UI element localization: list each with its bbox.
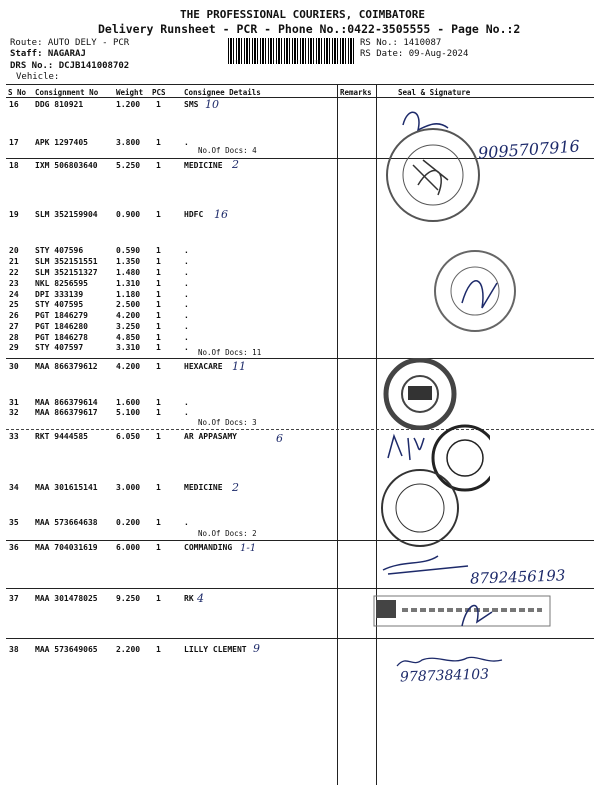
row-pcs: 1 (156, 362, 161, 371)
handwritten-count: 6 (276, 432, 283, 445)
row-details: MEDICINE (184, 161, 223, 170)
row-details: . (184, 333, 189, 342)
handwritten-count: 2 (232, 481, 239, 494)
rs-number: RS No.: 1410087 (360, 38, 442, 48)
row-cons: STY 407597 (35, 343, 84, 352)
row-weight: 0.200 (116, 518, 141, 527)
row-weight: 0.590 (116, 246, 141, 255)
row-weight: 5.250 (116, 161, 141, 170)
row-cons: MAA 573664638 (35, 518, 98, 527)
row-weight: 3.000 (116, 483, 141, 492)
row-cons: MAA 301478025 (35, 594, 98, 603)
row-cons: SLM 352151551 (35, 257, 98, 266)
row-weight: 1.180 (116, 290, 141, 299)
row-details: RK (184, 594, 194, 603)
row-details: . (184, 257, 189, 266)
row-weight: 9.250 (116, 594, 141, 603)
row-sno: 35 (9, 518, 19, 527)
signature-divider (376, 85, 377, 785)
row-details: . (184, 279, 189, 288)
row-weight: 1.350 (116, 257, 141, 266)
col-sno: S No (8, 88, 27, 97)
row-details: . (184, 311, 189, 320)
row-pcs: 1 (156, 343, 161, 352)
barcode (228, 38, 354, 64)
row-pcs: 1 (156, 100, 161, 109)
handwritten-count: 2 (232, 158, 239, 171)
row-details: SMS (184, 100, 199, 109)
row-sno: 34 (9, 483, 19, 492)
row-details: . (184, 322, 189, 331)
row-sno: 23 (9, 279, 19, 288)
row-cons: MAA 866379614 (35, 398, 98, 407)
row-weight: 3.250 (116, 322, 141, 331)
row-sno: 31 (9, 398, 19, 407)
row-sno: 28 (9, 333, 19, 342)
rk-electricals-stamp (372, 592, 552, 634)
doc-count: No.Of Docs: 3 (198, 418, 257, 427)
row-cons: NKL 8256595 (35, 279, 88, 288)
route-label: Route: AUTO DELY - PCR (10, 38, 130, 48)
row-weight: 1.200 (116, 100, 141, 109)
row-cons: DPI 333139 (35, 290, 84, 299)
row-pcs: 1 (156, 543, 161, 552)
row-cons: MAA 704031619 (35, 543, 98, 552)
separator (6, 638, 594, 639)
row-sno: 21 (9, 257, 19, 266)
row-details: MEDICINE (184, 483, 223, 492)
row-details: HDFC (184, 210, 204, 219)
row-pcs: 1 (156, 279, 161, 288)
row-pcs: 1 (156, 246, 161, 255)
table-header-border (6, 97, 594, 98)
row-details: COMMANDING (184, 543, 233, 552)
row-details: . (184, 518, 189, 527)
staff-label: Staff: NAGARAJ (10, 49, 86, 59)
handwritten-phone: 8792456193 (469, 566, 566, 588)
row-details: . (184, 343, 189, 352)
row-weight: 6.050 (116, 432, 141, 441)
lilly-clement-signature (392, 652, 512, 672)
row-details: . (184, 290, 189, 299)
row-sno: 33 (9, 432, 19, 441)
row-details: . (184, 408, 189, 417)
col-consignee: Consignee Details (184, 88, 261, 97)
vehicle-label: Vehicle: (16, 72, 60, 82)
row-sno: 36 (9, 543, 19, 552)
separator (6, 429, 594, 430)
row-cons: SLM 352151327 (35, 268, 98, 277)
coimbatore-seal-signature (378, 100, 488, 230)
row-sno: 37 (9, 594, 19, 603)
handwritten-phone: 9095707916 (477, 136, 581, 163)
row-sno: 27 (9, 322, 19, 331)
row-weight: 4.850 (116, 333, 141, 342)
row-sno: 25 (9, 300, 19, 309)
row-cons: STY 407595 (35, 300, 84, 309)
handwritten-count: 1-1 (240, 543, 257, 554)
col-weight: Weight (116, 88, 144, 97)
row-cons: SLM 352159904 (35, 210, 98, 219)
row-cons: MAA 866379612 (35, 362, 98, 371)
row-pcs: 1 (156, 322, 161, 331)
row-pcs: 1 (156, 333, 161, 342)
row-weight: 5.100 (116, 408, 141, 417)
row-weight: 4.200 (116, 311, 141, 320)
row-sno: 26 (9, 311, 19, 320)
col-remarks: Remarks (340, 88, 372, 97)
company-name: THE PROFESSIONAL COURIERS, COIMBATORE (180, 8, 426, 21)
separator (6, 540, 594, 541)
row-sno: 18 (9, 161, 19, 170)
handwritten-count: 11 (232, 360, 246, 373)
doc-count: No.Of Docs: 11 (198, 348, 262, 357)
rs-date: RS Date: 09-Aug-2024 (360, 49, 469, 59)
col-consignment: Consignment No (35, 88, 99, 97)
separator (6, 588, 594, 589)
row-pcs: 1 (156, 161, 161, 170)
row-sno: 22 (9, 268, 19, 277)
row-pcs: 1 (156, 398, 161, 407)
row-cons: PGT 1846278 (35, 333, 88, 342)
row-cons: DDG 810921 (35, 100, 84, 109)
row-details: . (184, 398, 189, 407)
row-cons: APK 1297405 (35, 138, 88, 147)
row-pcs: 1 (156, 594, 161, 603)
row-pcs: 1 (156, 432, 161, 441)
row-weight: 1.310 (116, 279, 141, 288)
row-details: . (184, 300, 189, 309)
row-pcs: 1 (156, 518, 161, 527)
row-cons: PGT 1846280 (35, 322, 88, 331)
drs-number: DRS No.: DCJB141008702 (10, 61, 130, 71)
row-pcs: 1 (156, 138, 161, 147)
handwritten-count: 16 (214, 208, 228, 221)
row-pcs: 1 (156, 290, 161, 299)
doc-count: No.Of Docs: 4 (198, 146, 257, 155)
row-weight: 2.200 (116, 645, 141, 654)
row-cons: STY 407596 (35, 246, 84, 255)
row-pcs: 1 (156, 210, 161, 219)
row-details: HEXACARE (184, 362, 223, 371)
remarks-divider (337, 85, 338, 785)
row-details: . (184, 268, 189, 277)
handwritten-count: 9 (253, 642, 260, 655)
handwritten-phone: 9787384103 (399, 666, 490, 686)
row-sno: 17 (9, 138, 19, 147)
row-sno: 20 (9, 246, 19, 255)
row-weight: 2.500 (116, 300, 141, 309)
row-pcs: 1 (156, 300, 161, 309)
row-weight: 6.000 (116, 543, 141, 552)
doc-count: No.Of Docs: 2 (198, 529, 257, 538)
row-sno: 30 (9, 362, 19, 371)
row-details: . (184, 246, 189, 255)
row-sno: 29 (9, 343, 19, 352)
handwritten-count: 4 (197, 592, 204, 605)
row-cons: MAA 573649065 (35, 645, 98, 654)
row-cons: PGT 1846279 (35, 311, 88, 320)
row-weight: 0.900 (116, 210, 141, 219)
handwritten-count: 10 (205, 98, 219, 111)
col-pcs: PCS (152, 88, 166, 97)
row-weight: 1.600 (116, 398, 141, 407)
hdfc-bank-seal (432, 248, 518, 334)
row-pcs: 1 (156, 257, 161, 266)
row-weight: 3.310 (116, 343, 141, 352)
row-details: AR APPASAMY (184, 432, 237, 441)
row-weight: 1.480 (116, 268, 141, 277)
row-sno: 32 (9, 408, 19, 417)
row-pcs: 1 (156, 408, 161, 417)
row-weight: 3.800 (116, 138, 141, 147)
row-pcs: 1 (156, 268, 161, 277)
appasamy-medicine-seals (380, 418, 490, 548)
row-sno: 24 (9, 290, 19, 299)
commanding-signature (378, 548, 478, 578)
row-details: LILLY CLEMENT (184, 645, 247, 654)
row-cons: RKT 9444585 (35, 432, 88, 441)
runsheet-title: Delivery Runsheet - PCR - Phone No.:0422-3505555 - Page No.:2 (98, 22, 521, 36)
row-sno: 38 (9, 645, 19, 654)
row-weight: 4.200 (116, 362, 141, 371)
row-pcs: 1 (156, 645, 161, 654)
row-sno: 19 (9, 210, 19, 219)
row-pcs: 1 (156, 483, 161, 492)
col-signature: Seal & Signature (398, 88, 471, 97)
row-cons: MAA 301615141 (35, 483, 98, 492)
row-details: . (184, 138, 189, 147)
row-cons: IXM 506803640 (35, 161, 98, 170)
table-top-border (6, 84, 594, 85)
separator (6, 358, 594, 359)
row-cons: MAA 866379617 (35, 408, 98, 417)
row-pcs: 1 (156, 311, 161, 320)
row-sno: 16 (9, 100, 19, 109)
